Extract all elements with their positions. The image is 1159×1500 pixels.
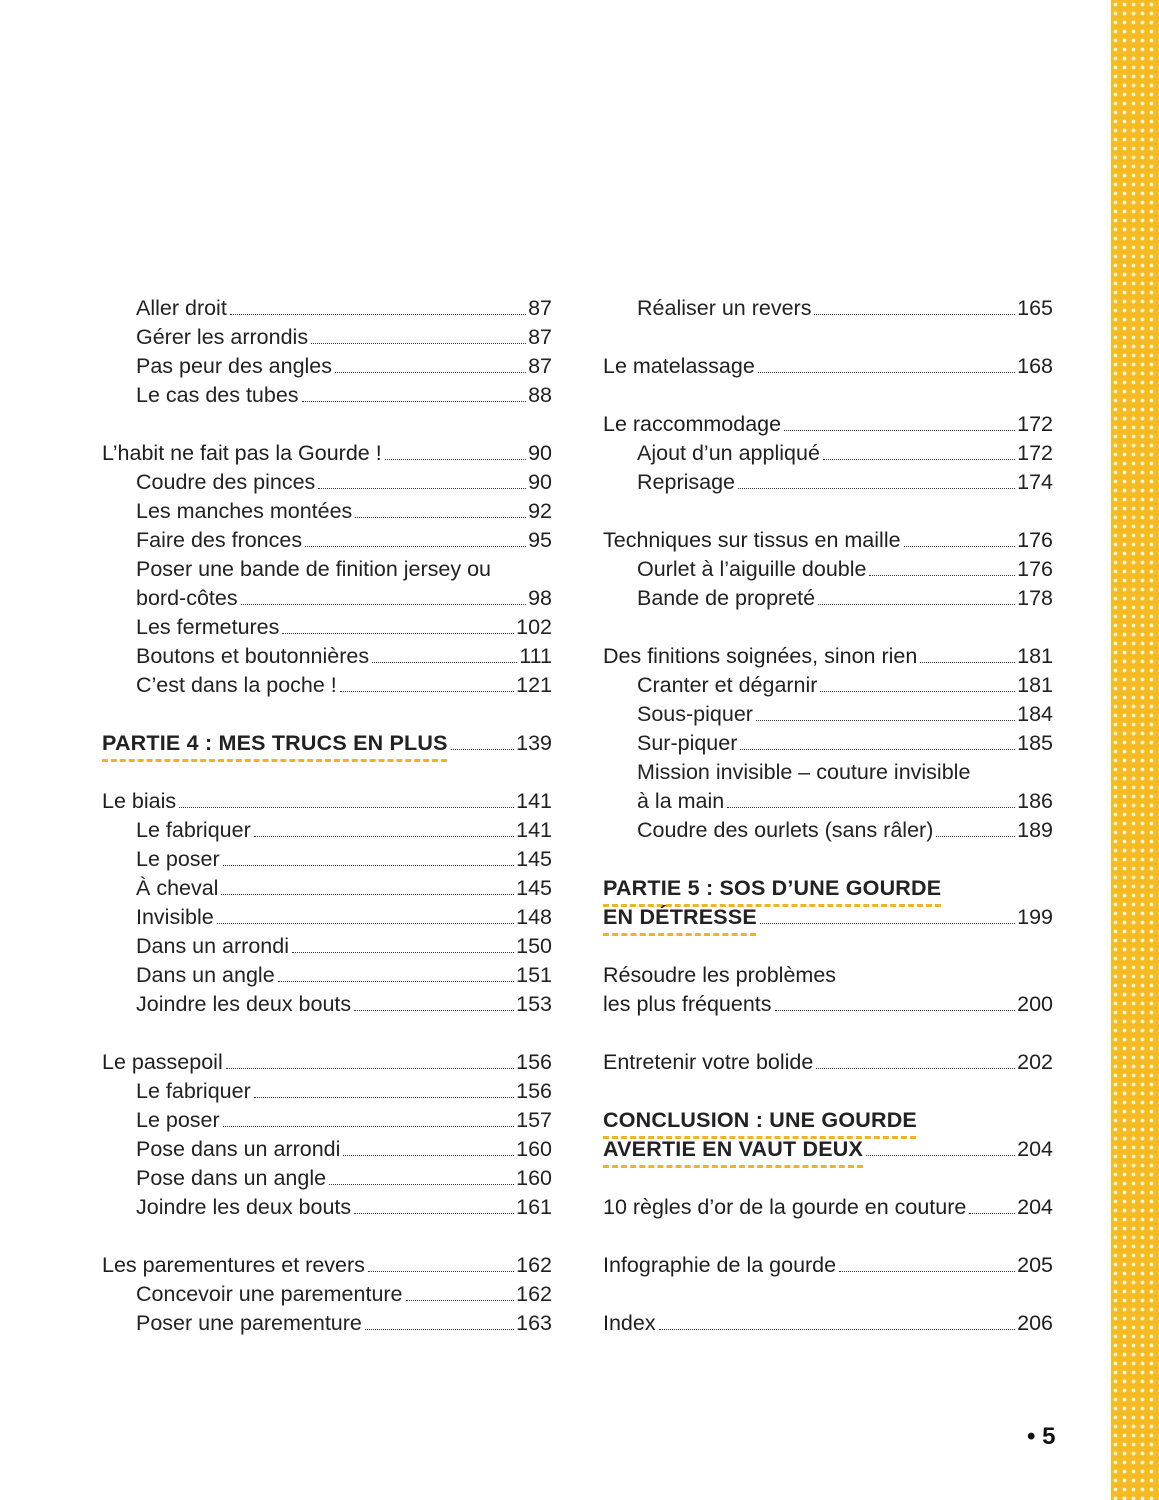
toc-entry-title: Joindre les deux bouts — [136, 1195, 352, 1219]
toc-dot-leader — [223, 865, 514, 866]
toc-entry-title: à la main — [637, 789, 725, 813]
toc-page-number: 204 — [1017, 1137, 1053, 1161]
toc-entry-title: Entretenir votre bolide — [603, 1050, 814, 1074]
toc-dot-leader — [372, 662, 517, 663]
toc-subentry — [102, 352, 552, 381]
toc-entry-title: Dans un arrondi — [136, 934, 289, 958]
toc-entry-title: Des finitions soignées, sinon rien — [603, 644, 918, 668]
toc-entry-title: Faire des fronces — [136, 528, 303, 552]
toc-dot-leader — [385, 459, 526, 460]
toc-dot-leader — [179, 807, 514, 808]
toc-subentry — [603, 700, 1053, 729]
toc-subentry — [102, 497, 552, 526]
toc-dot-leader — [823, 459, 1015, 460]
toc-page-number: 160 — [516, 1137, 552, 1161]
toc-part-heading — [603, 1106, 1053, 1135]
toc-page-number: 205 — [1017, 1253, 1053, 1277]
toc-spacer — [603, 1222, 1053, 1251]
toc-page-number: 141 — [516, 789, 552, 813]
toc-entry-title: Boutons et boutonnières — [136, 644, 370, 668]
toc-dot-leader — [354, 1010, 514, 1011]
toc-entry-title: Sous-piquer — [637, 702, 753, 726]
toc-page-number: 161 — [516, 1195, 552, 1219]
toc-section-entry — [603, 961, 1053, 990]
toc-dot-leader — [329, 1184, 514, 1185]
toc-page-number: 200 — [1017, 992, 1053, 1016]
toc-dot-leader — [230, 314, 526, 315]
toc-dot-leader — [904, 546, 1016, 547]
toc-section-entry — [603, 1048, 1053, 1077]
toc-subentry — [603, 671, 1053, 700]
toc-subentry — [603, 758, 1053, 787]
toc-entry-title: PARTIE 4 : MES TRUCS EN PLUS — [102, 731, 448, 755]
toc-part-heading — [102, 729, 552, 758]
toc-dot-leader — [335, 372, 526, 373]
toc-entry-title: Le fabriquer — [136, 1079, 251, 1103]
toc-page-number: 145 — [516, 847, 552, 871]
toc-entry-title: À cheval — [136, 876, 219, 900]
toc-dot-leader — [760, 923, 1015, 924]
toc-entry-title: Résoudre les problèmes — [603, 963, 837, 987]
toc-entry-title: Réaliser un revers — [637, 296, 812, 320]
toc-dot-leader — [254, 836, 514, 837]
toc-page-number: 157 — [516, 1108, 552, 1132]
toc-dot-leader — [302, 401, 527, 402]
toc-section-entry — [102, 1251, 552, 1280]
toc-spacer — [102, 1222, 552, 1251]
toc-page-number: 172 — [1017, 412, 1053, 436]
toc-subentry — [102, 294, 552, 323]
toc-subentry — [102, 1164, 552, 1193]
toc-page-number: 145 — [516, 876, 552, 900]
toc-page-number: 176 — [1017, 557, 1053, 581]
page-number: • 5 — [1027, 1423, 1056, 1450]
toc-page-number: 153 — [516, 992, 552, 1016]
toc-page-number: 189 — [1017, 818, 1053, 842]
toc-entry-title: Concevoir une parementure — [136, 1282, 403, 1306]
toc-spacer — [603, 1077, 1053, 1106]
toc-page-number: 185 — [1017, 731, 1053, 755]
toc-part-heading — [603, 874, 1053, 903]
toc-entry-title: Le matelassage — [603, 354, 755, 378]
toc-subentry — [603, 729, 1053, 758]
toc-entry-title: Poser une parementure — [136, 1311, 362, 1335]
toc-subentry — [603, 787, 1053, 816]
toc-subentry — [102, 1309, 552, 1338]
toc-dot-leader — [340, 691, 514, 692]
toc-dot-leader — [727, 807, 1015, 808]
toc-dot-leader — [818, 604, 1015, 605]
toc-subentry — [102, 642, 552, 671]
toc-dot-leader — [217, 923, 514, 924]
toc-dot-leader — [221, 894, 514, 895]
toc-page-number: 178 — [1017, 586, 1053, 610]
toc-page-number: 156 — [516, 1050, 552, 1074]
toc-dot-leader — [866, 1155, 1015, 1156]
toc-entry-title: bord-côtes — [136, 586, 238, 610]
toc-spacer — [603, 497, 1053, 526]
toc-page-number: 90 — [528, 470, 552, 494]
toc-entry-title: Le poser — [136, 1108, 220, 1132]
toc-subentry — [102, 671, 552, 700]
toc-entry-title: Index — [603, 1311, 656, 1335]
toc-page-number: 90 — [528, 441, 552, 465]
toc-spacer — [603, 845, 1053, 874]
toc-page-number: 111 — [519, 644, 552, 668]
toc-right-column — [603, 294, 1053, 1338]
toc-entry-title: Le raccommodage — [603, 412, 782, 436]
toc-entry-title: EN DÉTRESSE — [603, 905, 757, 929]
toc-spacer — [603, 381, 1053, 410]
toc-dot-leader — [869, 575, 1015, 576]
toc-page-number: 181 — [1017, 644, 1053, 668]
toc-page-number: 165 — [1017, 296, 1053, 320]
toc-dot-leader — [936, 836, 1015, 837]
toc-entry-title: Reprisage — [637, 470, 735, 494]
toc-subentry — [102, 1135, 552, 1164]
toc-entry-title: Le fabriquer — [136, 818, 251, 842]
toc-subentry — [102, 845, 552, 874]
toc-dot-leader — [318, 488, 526, 489]
toc-dot-leader — [775, 1010, 1016, 1011]
toc-subentry — [102, 816, 552, 845]
toc-entry-title: Gérer les arrondis — [136, 325, 309, 349]
toc-spacer — [603, 932, 1053, 961]
toc-dot-leader — [368, 1271, 514, 1272]
toc-section-entry — [603, 642, 1053, 671]
toc-dot-leader — [839, 1271, 1015, 1272]
toc-section-entry — [603, 352, 1053, 381]
toc-page-number: 121 — [516, 673, 552, 697]
toc-dot-leader — [814, 314, 1015, 315]
toc-page-number: 162 — [516, 1253, 552, 1277]
toc-section-entry — [603, 410, 1053, 439]
toc-dot-leader — [451, 749, 514, 750]
toc-dot-leader — [292, 952, 514, 953]
toc-subentry — [102, 555, 552, 584]
toc-section-entry — [603, 1193, 1053, 1222]
toc-section-entry — [603, 526, 1053, 555]
toc-page-number: 160 — [516, 1166, 552, 1190]
toc-page-number: 181 — [1017, 673, 1053, 697]
toc-entry-title: Les parementures et revers — [102, 1253, 365, 1277]
toc-part-heading — [603, 1135, 1053, 1164]
toc-dot-leader — [311, 343, 526, 344]
toc-dot-leader — [820, 691, 1015, 692]
toc-entry-title: Techniques sur tissus en maille — [603, 528, 901, 552]
toc-dot-leader — [241, 604, 526, 605]
decorative-dotted-stripe — [1111, 0, 1159, 1500]
toc-page-number: 87 — [528, 354, 552, 378]
toc-dot-leader — [365, 1329, 514, 1330]
toc-page-number: 87 — [528, 296, 552, 320]
toc-entry-title: Les fermetures — [136, 615, 280, 639]
toc-entry-title: Mission invisible – couture invisible — [637, 760, 971, 784]
toc-subentry — [102, 468, 552, 497]
toc-page-number: 156 — [516, 1079, 552, 1103]
toc-entry-title: PARTIE 5 : SOS D’UNE GOURDE — [603, 876, 942, 900]
toc-subentry — [102, 961, 552, 990]
toc-page-number: 172 — [1017, 441, 1053, 465]
toc-entry-title: AVERTIE EN VAUT DEUX — [603, 1137, 864, 1161]
toc-entry-title: Les manches montées — [136, 499, 353, 523]
toc-dot-leader — [758, 372, 1015, 373]
toc-entry-title: Infographie de la gourde — [603, 1253, 837, 1277]
toc-entry-title: les plus fréquents — [603, 992, 772, 1016]
toc-entry-title: L’habit ne fait pas la Gourde ! — [102, 441, 382, 465]
toc-subentry — [102, 381, 552, 410]
toc-entry-title: Bande de propreté — [637, 586, 816, 610]
toc-dot-leader — [354, 1213, 514, 1214]
toc-page-number: 98 — [528, 586, 552, 610]
toc-spacer — [603, 1164, 1053, 1193]
toc-page-number: 206 — [1017, 1311, 1053, 1335]
toc-dot-leader — [406, 1300, 515, 1301]
toc-subentry — [102, 1280, 552, 1309]
toc-dot-leader — [756, 720, 1015, 721]
toc-entry-title: Coudre des ourlets (sans râler) — [637, 818, 934, 842]
toc-page-number: 168 — [1017, 354, 1053, 378]
toc-dot-leader — [343, 1155, 514, 1156]
toc-spacer — [102, 758, 552, 787]
toc-page-number: 141 — [516, 818, 552, 842]
toc-subentry — [102, 932, 552, 961]
toc-page-number: 87 — [528, 325, 552, 349]
toc-subentry — [603, 584, 1053, 613]
toc-subentry — [102, 584, 552, 613]
toc-dot-leader — [355, 517, 526, 518]
toc-entry-title: Joindre les deux bouts — [136, 992, 352, 1016]
toc-subentry — [102, 874, 552, 903]
toc-spacer — [102, 1019, 552, 1048]
toc-entry-title: Ajout d’un appliqué — [637, 441, 820, 465]
toc-spacer — [102, 700, 552, 729]
toc-dot-leader — [738, 488, 1015, 489]
toc-entry-title: Pas peur des angles — [136, 354, 333, 378]
toc-entry-title: Le biais — [102, 789, 177, 813]
toc-spacer — [603, 613, 1053, 642]
toc-page-number: 202 — [1017, 1050, 1053, 1074]
toc-dot-leader — [816, 1068, 1015, 1069]
toc-dot-leader — [920, 662, 1015, 663]
toc-entry-title: Poser une bande de finition jersey ou — [136, 557, 491, 581]
toc-entry-title: CONCLUSION : UNE GOURDE — [603, 1108, 917, 1132]
toc-section-entry — [102, 1048, 552, 1077]
toc-page-number: 95 — [528, 528, 552, 552]
toc-dot-leader — [278, 981, 514, 982]
toc-entry-title: Cranter et dégarnir — [637, 673, 818, 697]
toc-subentry — [102, 613, 552, 642]
toc-page-number: 176 — [1017, 528, 1053, 552]
toc-subentry — [102, 1077, 552, 1106]
toc-page-number: 204 — [1017, 1195, 1053, 1219]
toc-page-number: 186 — [1017, 789, 1053, 813]
toc-section-entry — [603, 990, 1053, 1019]
toc-spacer — [603, 1280, 1053, 1309]
toc-dot-leader — [969, 1213, 1015, 1214]
toc-dot-leader — [784, 430, 1015, 431]
toc-page-number: 151 — [516, 963, 552, 987]
toc-dot-leader — [305, 546, 526, 547]
toc-page-number: 148 — [516, 905, 552, 929]
toc-subentry — [102, 1106, 552, 1135]
toc-subentry — [102, 903, 552, 932]
toc-spacer — [603, 1019, 1053, 1048]
toc-entry-title: Ourlet à l’aiguille double — [637, 557, 867, 581]
toc-dot-leader — [254, 1097, 514, 1098]
toc-subentry — [102, 526, 552, 555]
toc-page-number: 163 — [516, 1311, 552, 1335]
toc-entry-title: Sur-piquer — [637, 731, 738, 755]
toc-spacer — [603, 323, 1053, 352]
toc-entry-title: Invisible — [136, 905, 214, 929]
toc-section-entry — [603, 1251, 1053, 1280]
toc-page-number: 139 — [516, 731, 552, 755]
toc-spacer — [102, 410, 552, 439]
toc-page-number: 174 — [1017, 470, 1053, 494]
toc-dot-leader — [740, 749, 1015, 750]
toc-page-number: 184 — [1017, 702, 1053, 726]
toc-subentry — [102, 990, 552, 1019]
toc-entry-title: Le passepoil — [102, 1050, 223, 1074]
toc-section-entry — [102, 787, 552, 816]
toc-subentry — [603, 555, 1053, 584]
toc-entry-title: C’est dans la poche ! — [136, 673, 337, 697]
toc-entry-title: Le poser — [136, 847, 220, 871]
toc-dot-leader — [282, 633, 514, 634]
toc-entry-title: Coudre des pinces — [136, 470, 316, 494]
toc-section-entry — [102, 439, 552, 468]
toc-page-number: 88 — [528, 383, 552, 407]
toc-entry-title: Dans un angle — [136, 963, 275, 987]
toc-dot-leader — [226, 1068, 514, 1069]
toc-entry-title: Le cas des tubes — [136, 383, 299, 407]
toc-subentry — [603, 439, 1053, 468]
toc-dot-leader — [223, 1126, 514, 1127]
toc-entry-title: Pose dans un arrondi — [136, 1137, 341, 1161]
toc-subentry — [603, 294, 1053, 323]
toc-page-number: 102 — [516, 615, 552, 639]
toc-subentry — [102, 323, 552, 352]
toc-part-heading — [603, 903, 1053, 932]
toc-page-number: 162 — [516, 1282, 552, 1306]
toc-subentry — [102, 1193, 552, 1222]
toc-page-number: 92 — [528, 499, 552, 523]
toc-page-number: 199 — [1017, 905, 1053, 929]
toc-subentry — [603, 468, 1053, 497]
toc-subentry — [603, 816, 1053, 845]
toc-page-number: 150 — [516, 934, 552, 958]
toc-section-entry — [603, 1309, 1053, 1338]
toc-entry-title: Aller droit — [136, 296, 227, 320]
toc-left-column — [102, 294, 552, 1338]
toc-entry-title: 10 règles d’or de la gourde en couture — [603, 1195, 967, 1219]
toc-entry-title: Pose dans un angle — [136, 1166, 327, 1190]
toc-dot-leader — [659, 1329, 1016, 1330]
